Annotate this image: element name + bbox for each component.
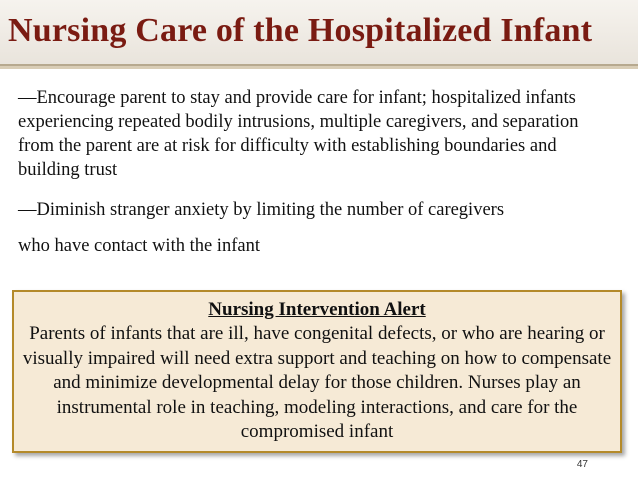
bullet-stranger-anxiety-continued: who have contact with the infant: [18, 236, 260, 256]
slide-title: Nursing Care of the Hospitalized Infant: [8, 12, 593, 49]
nursing-intervention-alert-box: [12, 290, 622, 453]
bullet-encourage-parent: —Encourage parent to stay and provide care for infant; hospitalized infants experiencing repeated bodily intrusions, multiple caregivers, and separation from the parent are at risk for difficulty with establishing boundaries and building trust: [18, 88, 579, 180]
alert-heading: Nursing Intervention Alert: [208, 299, 426, 320]
page-number: 47: [576, 459, 588, 470]
alert-body: Parents of infants that are ill, have congenital defects, or who are hearing or visually impaired will need extra support and teaching on how to compensate and minimize developmental delay for those children. Nurses play an instrumental role in teaching, modeling interactions, and care for the compromised infant: [22, 323, 612, 442]
title-divider: [0, 66, 638, 69]
title-bar: [0, 0, 638, 66]
bullet-stranger-anxiety: —Diminish stranger anxiety by limiting the number of caregivers: [18, 200, 505, 220]
